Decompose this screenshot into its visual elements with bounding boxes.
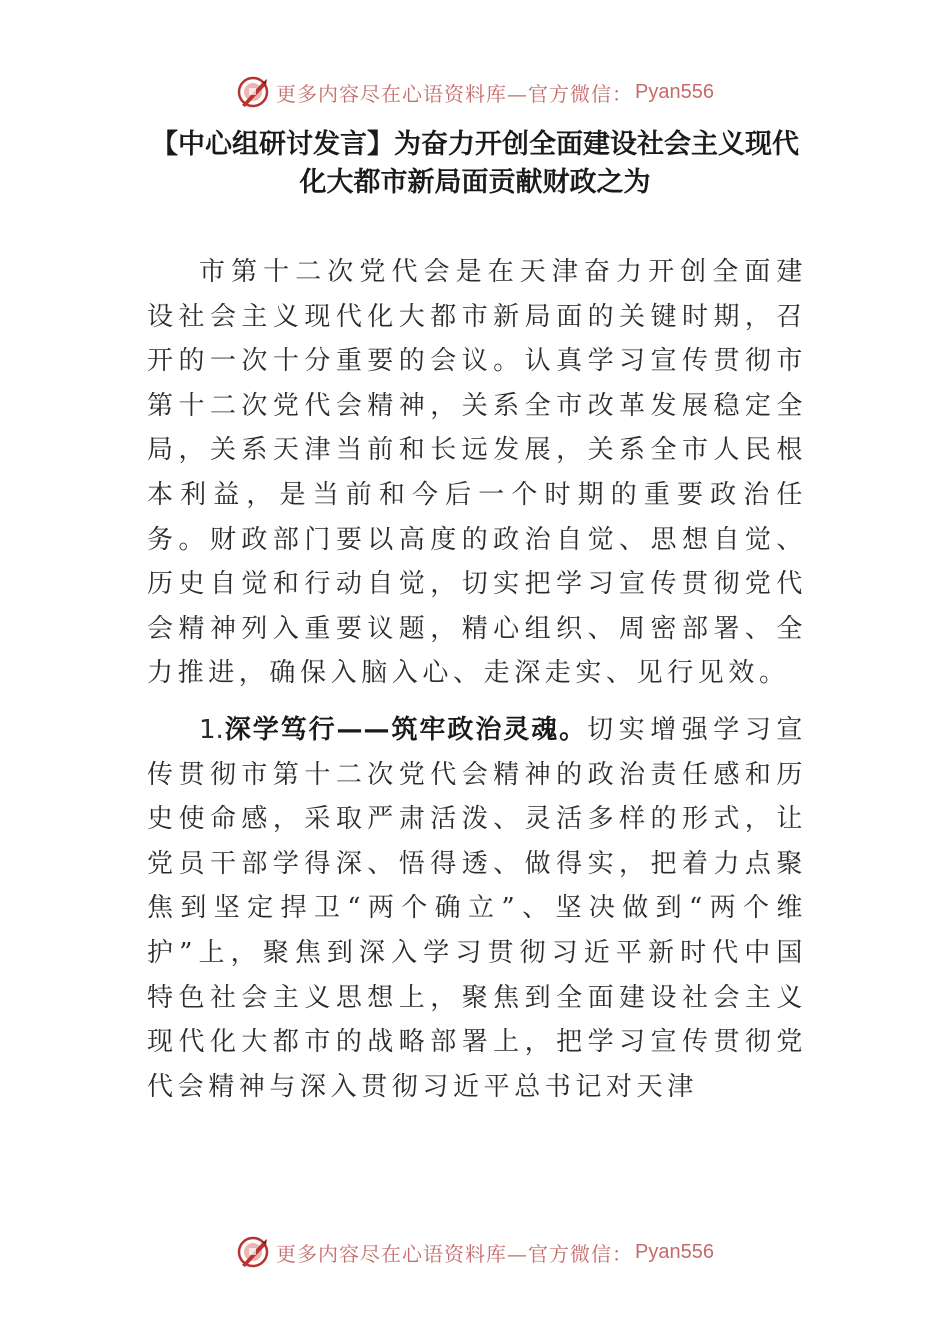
footer-banner-wechat-id: Pyan556 xyxy=(635,1240,714,1263)
item-1-number: 1. xyxy=(199,714,224,745)
header-banner-text: 更多内容尽在心语资料库—官方微信： xyxy=(276,81,634,106)
pen-logo-icon xyxy=(236,75,270,109)
pen-logo-icon xyxy=(236,1235,270,1269)
document-title xyxy=(100,126,850,202)
document-body xyxy=(147,250,807,1109)
header-banner-wechat-id: Pyan556 xyxy=(635,80,714,103)
footer-banner-text: 更多内容尽在心语资料库—官方微信： xyxy=(276,1241,634,1266)
header-banner xyxy=(0,70,950,114)
title-line-1: 【中心组研讨发言】为奋力开创全面建设社会主义现代 xyxy=(151,129,799,160)
paragraph-intro: 市第十二次党代会是在天津奋力开创全面建设社会主义现代化大都市新局面的关键时期，召开的一次十分重要的会议。认真学习宣传贯彻市第十二次党代会精神，关系全市改革发展稳定全局，关系天津当前和长远发展，关系全市人民根本利益，是当前和今后一个时期的重要政治任务。财政部门要以高度的政治自觉、思想自觉、历史自觉和行动自觉，切实把学习宣传贯彻党代会精神列入重要议题，精心组织、周密部署、全力推进，确保入脑入心、走深走实、见行见效。 xyxy=(147,257,807,689)
title-line-2: 化大都市新局面贡献财政之为 xyxy=(299,167,651,198)
item-1-body: 切实增强学习宣传贯彻市第十二次党代会精神的政治责任感和历史使命感，采取严肃活泼、灵活多样的形式，让党员干部学得深、悟得透、做得实，把着力点聚焦到坚定捍卫“两个确立”、坚决做到“两个维护”上，聚焦到深入学习贯彻习近平新时代中国特色社会主义思想上，聚焦到全面建设社会主义现代化大都市的战略部署上，把学习宣传贯彻党代会精神与深入贯彻习近平总书记对天津 xyxy=(147,714,807,1102)
item-1-heading: 深学笃行——筑牢政治灵魂。 xyxy=(223,714,588,745)
paragraph-item-1 xyxy=(147,708,807,1109)
footer-banner xyxy=(0,1230,950,1274)
